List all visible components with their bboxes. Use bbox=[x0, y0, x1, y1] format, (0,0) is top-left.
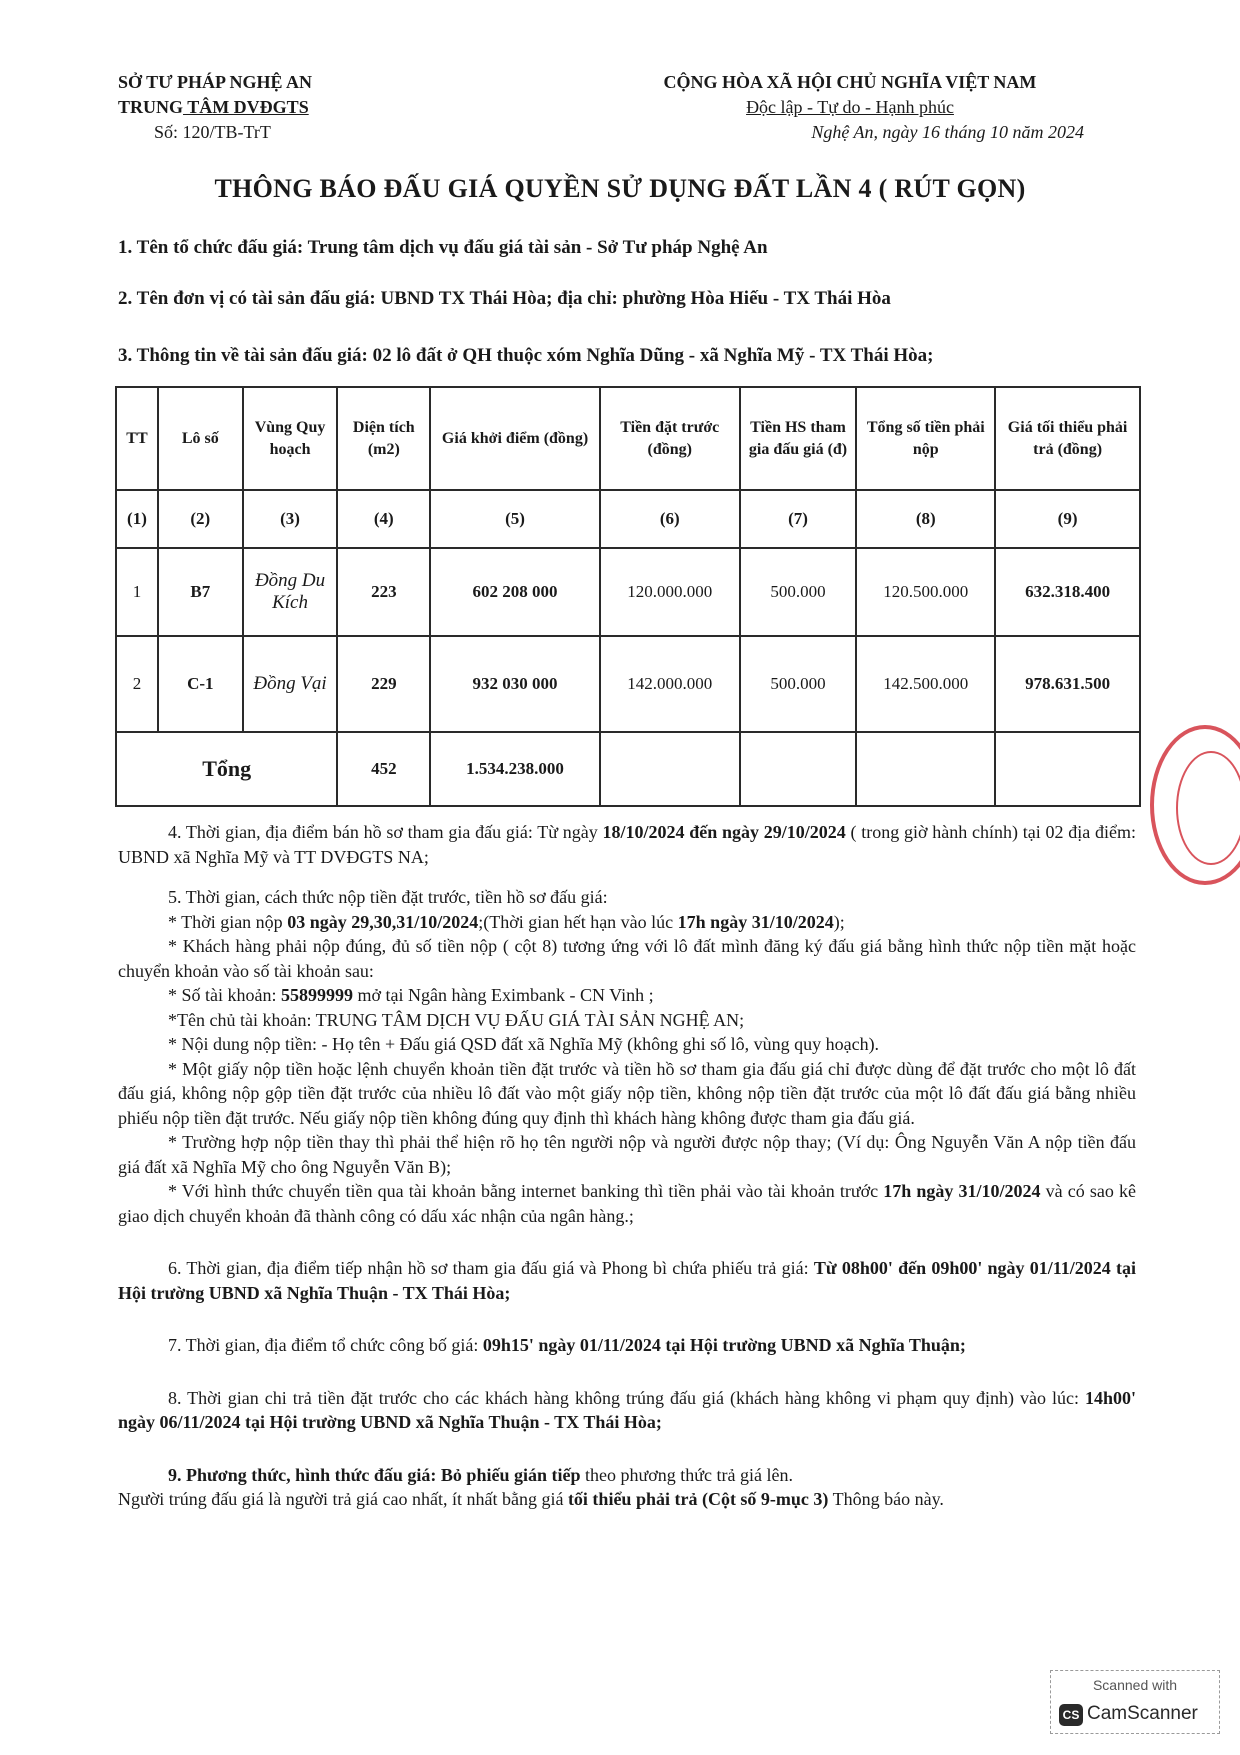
table-header-row bbox=[116, 387, 1140, 490]
cell-lot: B7 bbox=[158, 548, 243, 636]
cell-file-fee: 500.000 bbox=[740, 548, 857, 636]
index-cell: (3) bbox=[243, 490, 338, 548]
national-motto: Độc lập - Tự do - Hạnh phúc bbox=[746, 97, 954, 117]
cell-start-price: 602 208 000 bbox=[430, 548, 600, 636]
cell-zone: Đồng Du Kích bbox=[243, 548, 338, 636]
cell-start-price: 932 030 000 bbox=[430, 636, 600, 732]
red-seal bbox=[1150, 725, 1240, 885]
cell-deposit: 142.000.000 bbox=[600, 636, 740, 732]
cell-file-fee: 500.000 bbox=[740, 636, 857, 732]
empty-cell bbox=[740, 732, 857, 806]
cell-area: 223 bbox=[337, 548, 430, 636]
document-date: Nghệ An, ngày 16 tháng 10 năm 2024 bbox=[811, 122, 1084, 142]
auction-table bbox=[115, 386, 1141, 807]
section-7: 7. Thời gian, địa điểm tổ chức công bố giá: 09h15' ngày 01/11/2024 tại Hội trường UBND xã Nghĩa Thuận; bbox=[168, 1335, 966, 1355]
section-5-account: * Số tài khoản: 55899999 mở tại Ngân hàng Eximbank - CN Vinh ; bbox=[168, 985, 654, 1005]
table-row bbox=[116, 548, 1140, 636]
table-row bbox=[116, 636, 1140, 732]
col-header: Giá tối thiểu phải trả (đồng) bbox=[995, 387, 1140, 490]
header-right bbox=[580, 70, 1120, 145]
cell-zone: Đồng Vại bbox=[243, 636, 338, 732]
section-9: 9. Phương thức, hình thức đấu giá: Bỏ phiếu gián tiếp theo phương thức trả giá lên. bbox=[168, 1464, 793, 1485]
cell-min-price: 978.631.500 bbox=[995, 636, 1140, 732]
section-4: 4. Thời gian, địa điểm bán hồ sơ tham gia đấu giá: Từ ngày 18/10/2024 đến ngày 29/10/2024 ( trong giờ hành chính) tại 02 địa điểm: UBND xã Nghĩa Mỹ và TT DVĐGTS NA; bbox=[118, 822, 1136, 867]
watermark-brand: CamScanner bbox=[1087, 1703, 1198, 1724]
index-cell: (2) bbox=[158, 490, 243, 548]
cell-total-pay: 142.500.000 bbox=[856, 636, 995, 732]
cell-lot: C-1 bbox=[158, 636, 243, 732]
header-left bbox=[118, 70, 418, 145]
section-5-deadline: * Thời gian nộp 03 ngày 29,30,31/10/2024;(Thời gian hết hạn vào lúc 17h ngày 31/10/2024); bbox=[168, 911, 845, 932]
empty-cell bbox=[600, 732, 740, 806]
camscanner-watermark bbox=[1050, 1670, 1220, 1734]
notice-body bbox=[118, 820, 1136, 1512]
cell-area: 229 bbox=[337, 636, 430, 732]
cell-tt: 2 bbox=[116, 636, 158, 732]
empty-cell bbox=[856, 732, 995, 806]
section-5-content: * Nội dung nộp tiền: - Họ tên + Đấu giá QSD đất xã Nghĩa Mỹ (không ghi số lô, vùng quy hoạch). bbox=[168, 1034, 880, 1054]
total-label: Tổng bbox=[116, 732, 337, 806]
section-5-banking: * Với hình thức chuyển tiền qua tài khoản bằng internet banking thì tiền phải vào tài khoản trước 17h ngày 31/10/2024 và có sao kê giao dịch chuyển khoản đã thành công có dấu xác nhận của ngân hàng.; bbox=[118, 1181, 1136, 1226]
section-5-payment: * Khách hàng phải nộp đúng, đủ số tiền nộp ( cột 8) tương ứng với lô đất mình đăng ký đấu giá bằng hình thức nộp tiền mặt hoặc chuyển khoản vào số tài khoản sau: bbox=[118, 936, 1136, 981]
info-asset: 3. Thông tin về tài sản đấu giá: 02 lô đất ở QH thuộc xóm Nghĩa Dũng - xã Nghĩa Mỹ - TX Thái Hòa; bbox=[118, 345, 934, 366]
info-organization: 1. Tên tổ chức đấu giá: Trung tâm dịch vụ đấu giá tài sản - Sở Tư pháp Nghệ An bbox=[118, 237, 768, 258]
col-header: Vùng Quy hoạch bbox=[243, 387, 338, 490]
cell-min-price: 632.318.400 bbox=[995, 548, 1140, 636]
col-header: Lô số bbox=[158, 387, 243, 490]
section-5-rule: * Một giấy nộp tiền hoặc lệnh chuyển khoản tiền đặt trước và tiền hồ sơ tham gia đấu giá chỉ được dùng để đặt trước cho một lô đất đấu giá, không nộp gộp tiền đặt trước của nhiều lô đất vào một giấy nộp tiền, không nộp tiền đặt trước của một lô đất đấu giá bằng nhiều phiếu nộp tiền đặt trước. Nếu giấy nộp tiền không đúng quy định thì khách hàng không được tham gia đấu giá. bbox=[118, 1058, 1136, 1128]
index-cell: (8) bbox=[856, 490, 995, 548]
nation-name: CỘNG HÒA XÃ HỘI CHỦ NGHĨA VIỆT NAM bbox=[663, 72, 1037, 92]
section-5-account-holder: *Tên chủ tài khoản: TRUNG TÂM DỊCH VỤ ĐẤU GIÁ TÀI SẢN NGHỆ AN; bbox=[168, 1009, 745, 1030]
red-seal-inner-ring bbox=[1176, 751, 1240, 865]
section-5-title: 5. Thời gian, cách thức nộp tiền đặt trước, tiền hồ sơ đấu giá: bbox=[168, 887, 608, 907]
index-cell: (5) bbox=[430, 490, 600, 548]
cell-deposit: 120.000.000 bbox=[600, 548, 740, 636]
empty-cell bbox=[995, 732, 1140, 806]
col-header: Giá khởi điểm (đồng) bbox=[430, 387, 600, 490]
col-header: Diện tích (m2) bbox=[337, 387, 430, 490]
index-cell: (7) bbox=[740, 490, 857, 548]
cell-total-pay: 120.500.000 bbox=[856, 548, 995, 636]
info-owner: 2. Tên đơn vị có tài sản đấu giá: UBND TX Thái Hòa; địa chỉ: phường Hòa Hiếu - TX Thái Hòa bbox=[118, 288, 891, 309]
total-price: 1.534.238.000 bbox=[430, 732, 600, 806]
document-number: Số: 120/TB-TrT bbox=[154, 122, 271, 142]
cell-tt: 1 bbox=[116, 548, 158, 636]
section-9-winner: Người trúng đấu giá là người trả giá cao nhất, ít nhất bằng giá tối thiểu phải trả (Cột số 9-mục 3) Thông báo này. bbox=[118, 1489, 944, 1509]
agency-name: SỞ TƯ PHÁP NGHỆ AN bbox=[118, 72, 313, 92]
section-5-proxy: * Trường hợp nộp tiền thay thì phải thể hiện rõ họ tên người nộp và người được nộp thay; (Ví dụ: Ông Nguyễn Văn A nộp tiền đấu giá đất xã Nghĩa Mỹ cho ông Nguyễn Văn B); bbox=[118, 1132, 1136, 1177]
section-6: 6. Thời gian, địa điểm tiếp nhận hồ sơ tham gia đấu giá và Phong bì chứa phiếu trả giá: Từ 08h00' đến 09h00' ngày 01/11/2024 tại Hội trường UBND xã Nghĩa Thuận - TX Thái Hòa; bbox=[118, 1258, 1137, 1303]
watermark-caption: Scanned with bbox=[1092, 1677, 1178, 1693]
camscanner-logo-icon: CS bbox=[1059, 1704, 1083, 1726]
index-cell: (4) bbox=[337, 490, 430, 548]
table-total-row bbox=[116, 732, 1140, 806]
index-cell: (1) bbox=[116, 490, 158, 548]
center-name: TRUNG TÂM DVĐGTS bbox=[118, 97, 309, 117]
index-cell: (9) bbox=[995, 490, 1140, 548]
col-header: Tổng số tiền phải nộp bbox=[856, 387, 995, 490]
section-8: 8. Thời gian chi trả tiền đặt trước cho các khách hàng không trúng đấu giá (khách hàng không vi phạm quy định) vào lúc: 14h00' ngày 06/11/2024 tại Hội trường UBND xã Nghĩa Thuận - TX Thái Hòa; bbox=[118, 1387, 1136, 1432]
col-header: TT bbox=[116, 387, 158, 490]
index-cell: (6) bbox=[600, 490, 740, 548]
document-title: THÔNG BÁO ĐẤU GIÁ QUYỀN SỬ DỤNG ĐẤT LẦN 4 ( RÚT GỌN) bbox=[214, 174, 1026, 203]
col-header: Tiền đặt trước (đồng) bbox=[600, 387, 740, 490]
table-index-row bbox=[116, 490, 1140, 548]
col-header: Tiền HS tham gia đấu giá (đ) bbox=[740, 387, 857, 490]
total-area: 452 bbox=[337, 732, 430, 806]
